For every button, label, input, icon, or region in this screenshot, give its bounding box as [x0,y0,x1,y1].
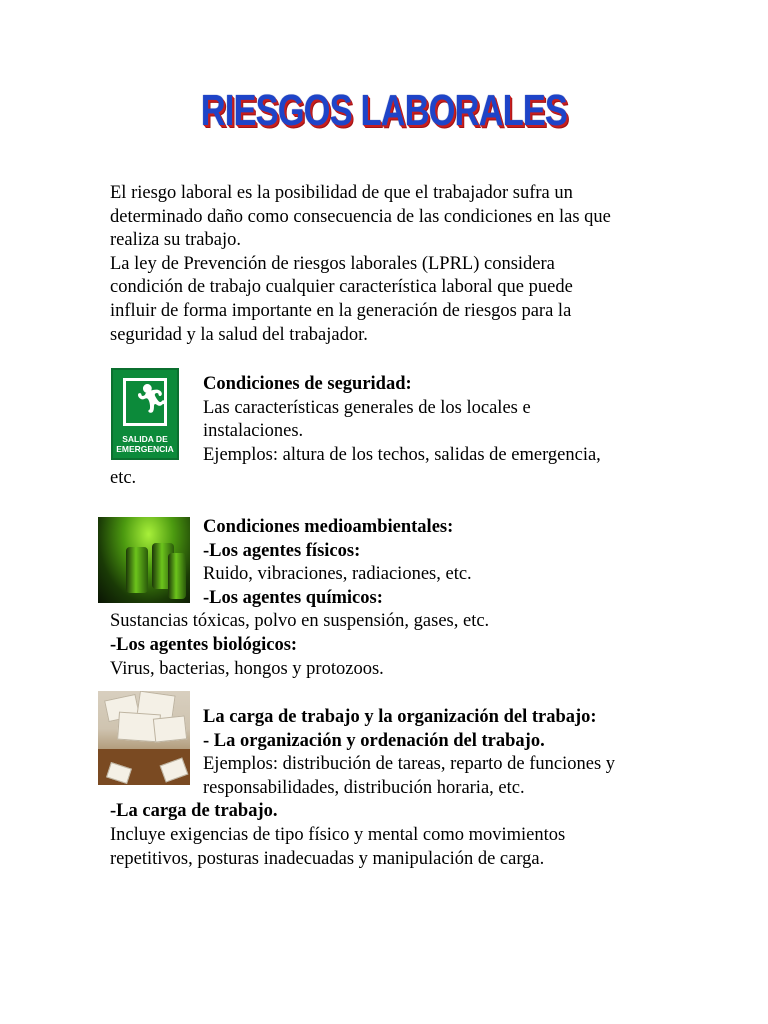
section-line: Sustancias tóxicas, polvo en suspensión, gases, etc. [110,611,490,632]
section-line: Ejemplos: altura de los techos, salidas de emergencia, [203,444,601,465]
section-line: etc. [110,468,137,489]
subsection-label: -Los agentes biológicos: [110,634,298,655]
section-heading: Condiciones medioambientales: [203,517,454,537]
section-heading: La carga de trabajo y la organización del trabajo: [203,707,597,727]
section-line: Virus, bacterias, hongos y protozoos. [110,658,384,679]
exit-sign-label-line: EMERGENCIA [116,444,174,454]
subsection-label: -Los agentes químicos: [203,587,383,608]
section-line: Incluye exigencias de tipo físico y mental como movimientos [110,824,566,845]
page-title: RIESGOS LABORALES [200,86,568,135]
intro-line: determinado daño como consecuencia de las condiciones en las que [110,206,611,227]
intro-line: La ley de Prevención de riesgos laborales (LPRL) considera [110,253,555,274]
section-line: instalaciones. [203,421,304,442]
intro-line: realiza su trabajo. [110,230,241,251]
section-heading: Condiciones de seguridad: [203,374,412,394]
section-line: Ejemplos: distribución de tareas, reparto de funciones y [203,754,616,775]
section-line: Las características generales de los locales e [203,397,531,418]
section-line: responsabilidades, distribución horaria, etc. [203,777,525,798]
running-man-icon: 🏃︎ [134,382,170,415]
intro-line: influir de forma importante en la generación de riesgos para la [110,300,572,321]
intro-line: El riesgo laboral es la posibilidad de que el trabajador sufra un [110,183,573,203]
intro-line: seguridad y la salud del trabajador. [110,324,368,345]
section-line: repetitivos, posturas inadecuadas y manipulación de carga. [110,848,545,869]
subsection-label: - La organización y ordenación del trabajo. [203,730,545,751]
medioambientales-section [110,516,670,681]
subsection-label: -La carga de trabajo. [110,801,278,822]
intro-paragraph [110,182,670,347]
seguridad-section [110,373,670,491]
subsection-label: -Los agentes físicos: [203,540,361,561]
section-line: Ruido, vibraciones, radiaciones, etc. [203,564,472,585]
carga-section [110,706,710,871]
intro-line: condición de trabajo cualquier característica laboral que puede [110,277,573,298]
exit-sign-label-line: SALIDA DE [122,434,168,444]
